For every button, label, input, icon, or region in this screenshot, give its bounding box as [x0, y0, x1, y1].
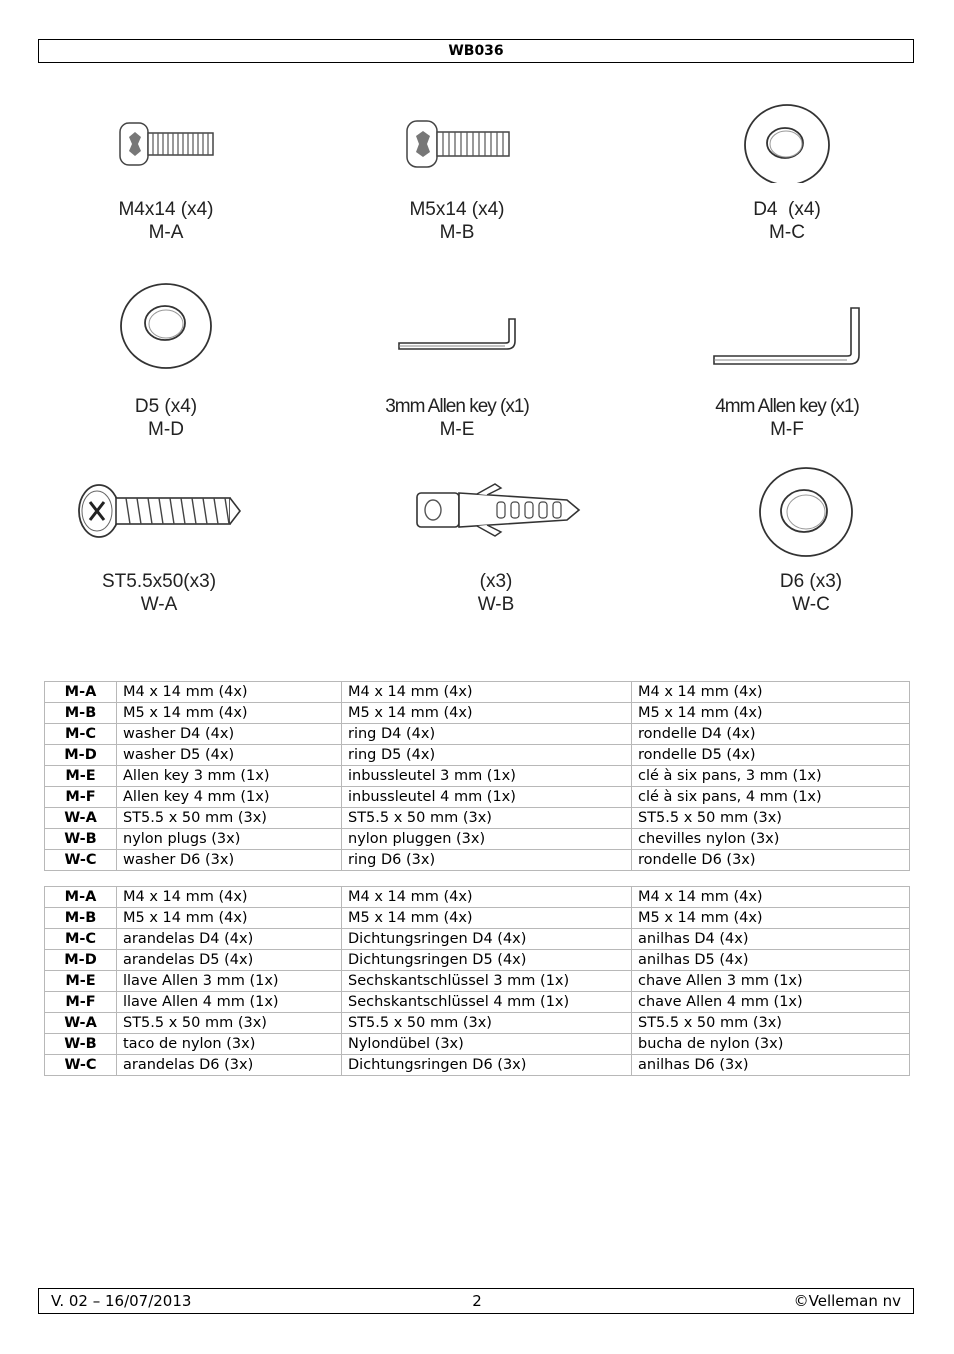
description-cell: clé à six pans, 4 mm (1x)	[632, 787, 910, 808]
table-row	[45, 887, 910, 908]
table-row	[45, 808, 910, 829]
description-cell: washer D5 (4x)	[117, 745, 342, 766]
part-code-cell: W-C	[45, 850, 117, 871]
table-row	[45, 745, 910, 766]
copyright: ©Velleman nv	[793, 1292, 901, 1310]
description-cell: llave Allen 3 mm (1x)	[117, 971, 342, 992]
wood-screw-icon	[40, 480, 280, 540]
part-code-cell: W-A	[45, 808, 117, 829]
version-date: V. 02 – 16/07/2013	[51, 1292, 192, 1310]
table-row	[45, 682, 910, 703]
description-cell: ring D6 (3x)	[342, 850, 632, 871]
part-code: M-A	[148, 222, 184, 243]
description-cell: clé à six pans, 3 mm (1x)	[632, 766, 910, 787]
description-cell: chave Allen 4 mm (1x)	[632, 992, 910, 1013]
part-code-cell: M-C	[45, 724, 117, 745]
table-row	[45, 992, 910, 1013]
part-code-cell: M-D	[45, 745, 117, 766]
part-caption	[16, 395, 316, 441]
description-cell: chevilles nylon (3x)	[632, 829, 910, 850]
washer-icon	[667, 103, 907, 183]
description-cell: M5 x 14 mm (4x)	[117, 703, 342, 724]
table-row	[45, 950, 910, 971]
part-code: W-B	[477, 594, 515, 615]
table-row	[45, 850, 910, 871]
part-code: M-B	[439, 222, 475, 243]
part-name: D4 (x4)	[753, 199, 821, 220]
part-name: ST5.5x50(x3)	[101, 571, 217, 592]
part-code-cell: M-C	[45, 929, 117, 950]
description-cell: nylon plugs (3x)	[117, 829, 342, 850]
table-row	[45, 1055, 910, 1076]
description-cell: Dichtungsringen D6 (3x)	[342, 1055, 632, 1076]
description-cell: ST5.5 x 50 mm (3x)	[342, 1013, 632, 1034]
description-cell: M5 x 14 mm (4x)	[342, 908, 632, 929]
description-cell: arandelas D5 (4x)	[117, 950, 342, 971]
description-cell: chave Allen 3 mm (1x)	[632, 971, 910, 992]
table-row	[45, 1034, 910, 1055]
screw-icon	[337, 115, 577, 175]
description-cell: arandelas D6 (3x)	[117, 1055, 342, 1076]
part-name: D5 (x4)	[134, 396, 198, 417]
part-code-cell: M-B	[45, 703, 117, 724]
part-name: D6 (x3)	[779, 571, 843, 592]
part-code-cell: M-E	[45, 766, 117, 787]
description-cell: inbussleutel 4 mm (1x)	[342, 787, 632, 808]
description-cell: rondelle D4 (4x)	[632, 724, 910, 745]
table-row	[45, 787, 910, 808]
part-code-cell: W-C	[45, 1055, 117, 1076]
part-code-cell: W-B	[45, 1034, 117, 1055]
table-row	[45, 908, 910, 929]
part-caption	[16, 198, 316, 244]
washer-icon	[686, 465, 926, 560]
part-caption	[637, 395, 937, 441]
table-row	[45, 1013, 910, 1034]
description-cell: M5 x 14 mm (4x)	[632, 908, 910, 929]
description-cell: M4 x 14 mm (4x)	[632, 887, 910, 908]
description-cell: bucha de nylon (3x)	[632, 1034, 910, 1055]
washer-icon	[47, 283, 287, 373]
part-code: M-F	[770, 419, 804, 440]
description-cell: ST5.5 x 50 mm (3x)	[342, 808, 632, 829]
part-code-cell: W-A	[45, 1013, 117, 1034]
document-footer	[38, 1288, 914, 1314]
part-caption	[307, 198, 607, 244]
description-cell: rondelle D5 (4x)	[632, 745, 910, 766]
part-code-cell: M-F	[45, 992, 117, 1013]
description-cell: M4 x 14 mm (4x)	[632, 682, 910, 703]
part-caption	[307, 395, 607, 441]
description-cell: ring D4 (4x)	[342, 724, 632, 745]
description-cell: ST5.5 x 50 mm (3x)	[117, 808, 342, 829]
description-cell: arandelas D4 (4x)	[117, 929, 342, 950]
description-cell: nylon pluggen (3x)	[342, 829, 632, 850]
table-row	[45, 703, 910, 724]
description-cell: taco de nylon (3x)	[117, 1034, 342, 1055]
description-cell: anilhas D6 (3x)	[632, 1055, 910, 1076]
part-code: M-D	[148, 419, 184, 440]
description-cell: Dichtungsringen D4 (4x)	[342, 929, 632, 950]
table-row	[45, 971, 910, 992]
part-code-cell: M-B	[45, 908, 117, 929]
description-cell: Dichtungsringen D5 (4x)	[342, 950, 632, 971]
part-code-cell: M-D	[45, 950, 117, 971]
description-cell: ST5.5 x 50 mm (3x)	[632, 1013, 910, 1034]
description-cell: ring D5 (4x)	[342, 745, 632, 766]
screw-icon	[47, 115, 287, 175]
part-name: M5x14 (x4)	[409, 199, 505, 220]
parts-table-es-de-pt	[44, 886, 910, 1076]
part-caption	[661, 570, 954, 616]
part-code-cell: M-A	[45, 682, 117, 703]
description-cell: llave Allen 4 mm (1x)	[117, 992, 342, 1013]
page-number: 2	[472, 1292, 482, 1310]
table-row	[45, 929, 910, 950]
description-cell: M5 x 14 mm (4x)	[117, 908, 342, 929]
description-cell: M4 x 14 mm (4x)	[117, 682, 342, 703]
part-caption	[9, 570, 309, 616]
part-caption	[346, 570, 646, 616]
description-cell: Sechskantschlüssel 3 mm (1x)	[342, 971, 632, 992]
wall-plug-icon	[377, 478, 617, 544]
parts-table-en-nl-fr	[44, 681, 910, 871]
description-cell: ST5.5 x 50 mm (3x)	[117, 1013, 342, 1034]
allen-key-icon	[667, 297, 907, 372]
part-name: 3mm Allen key (x1)	[385, 396, 529, 417]
description-cell: M5 x 14 mm (4x)	[632, 703, 910, 724]
part-code: W-C	[792, 594, 830, 615]
description-cell: M4 x 14 mm (4x)	[342, 682, 632, 703]
part-code-cell: M-A	[45, 887, 117, 908]
document-title: WB036	[448, 43, 504, 59]
part-name: (x3)	[479, 571, 513, 592]
part-code: M-E	[439, 419, 475, 440]
part-code-cell: W-B	[45, 829, 117, 850]
part-name: 4mm Allen key (x1)	[715, 396, 859, 417]
description-cell: M5 x 14 mm (4x)	[342, 703, 632, 724]
description-cell: Allen key 4 mm (1x)	[117, 787, 342, 808]
table-row	[45, 724, 910, 745]
description-cell: inbussleutel 3 mm (1x)	[342, 766, 632, 787]
table-row	[45, 829, 910, 850]
description-cell: M4 x 14 mm (4x)	[117, 887, 342, 908]
description-cell: washer D4 (4x)	[117, 724, 342, 745]
description-cell: M4 x 14 mm (4x)	[342, 887, 632, 908]
description-cell: anilhas D4 (4x)	[632, 929, 910, 950]
description-cell: washer D6 (3x)	[117, 850, 342, 871]
part-caption	[637, 198, 937, 244]
description-cell: anilhas D5 (4x)	[632, 950, 910, 971]
description-cell: Allen key 3 mm (1x)	[117, 766, 342, 787]
part-code: M-C	[769, 222, 805, 243]
part-name: M4x14 (x4)	[118, 199, 214, 220]
part-code-cell: M-F	[45, 787, 117, 808]
table-row	[45, 766, 910, 787]
part-code: W-A	[140, 594, 178, 615]
part-code-cell: M-E	[45, 971, 117, 992]
description-cell: rondelle D6 (3x)	[632, 850, 910, 871]
description-cell: ST5.5 x 50 mm (3x)	[632, 808, 910, 829]
description-cell: Nylondübel (3x)	[342, 1034, 632, 1055]
allen-key-icon	[337, 303, 577, 373]
document-header	[38, 39, 914, 63]
description-cell: Sechskantschlüssel 4 mm (1x)	[342, 992, 632, 1013]
